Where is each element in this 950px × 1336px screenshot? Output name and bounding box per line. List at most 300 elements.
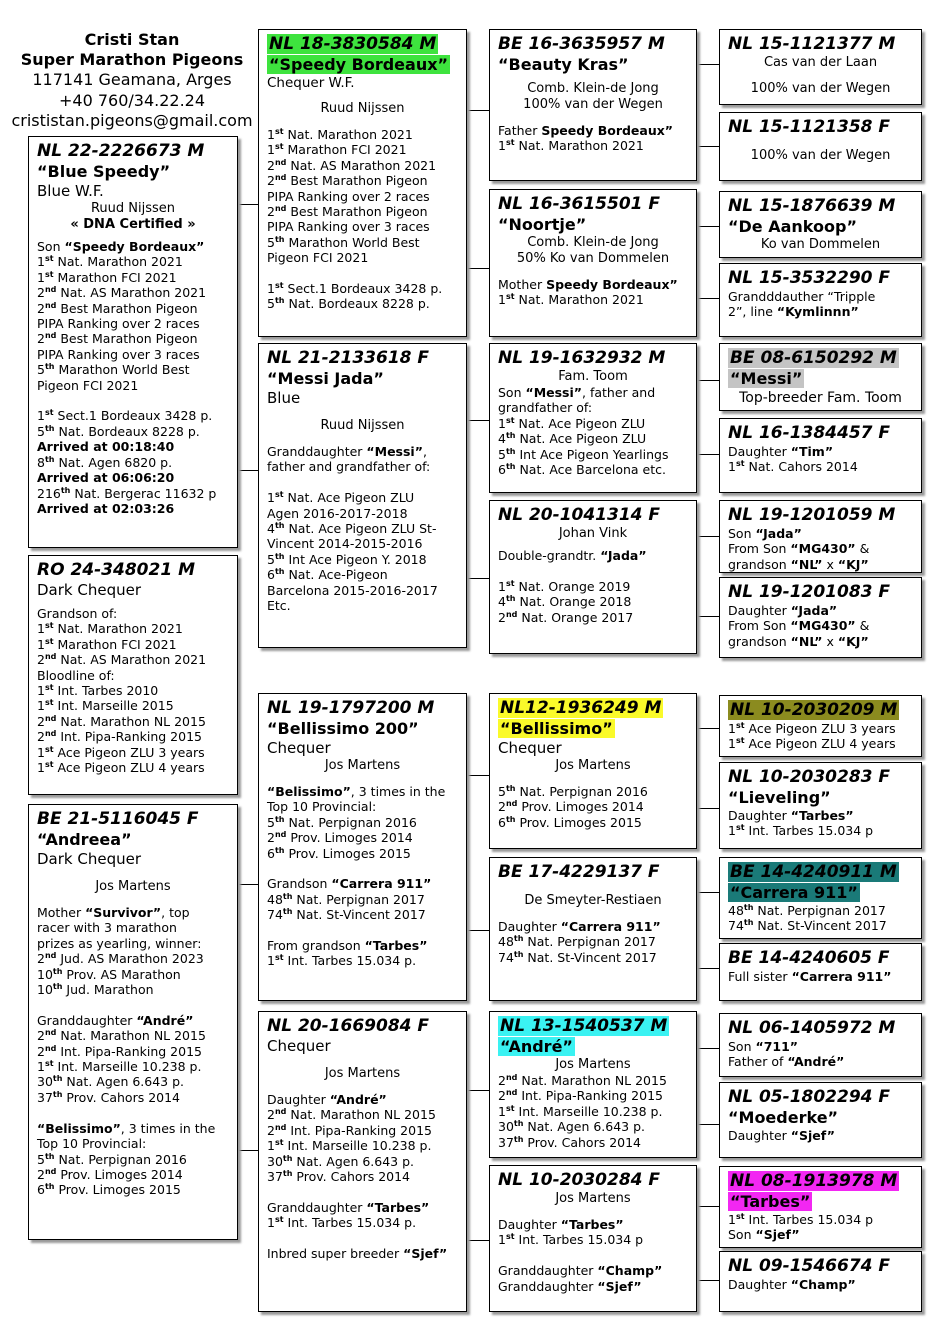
- achievement-line: PIPA Ranking over 3 races: [37, 346, 200, 362]
- pigeon-color: Blue: [267, 389, 301, 407]
- connector: [238, 1150, 258, 1151]
- ring-number: NL 06-1405972 M: [728, 1018, 896, 1038]
- great-grandparent-card: [719, 1251, 922, 1312]
- achievement-line: 10th Jud. Marathon: [37, 981, 154, 998]
- achievement-line: 2nd Nat. AS Marathon 2021: [37, 652, 207, 668]
- achievement-line: 48th Nat. Perpignan 2017: [267, 891, 425, 907]
- achievement-line: Top 10 Provincial:: [37, 1136, 147, 1152]
- bloodline-percentage: 50% Ko van Dommelen: [516, 251, 670, 266]
- achievement-line: 10th Prov. AS Marathon: [37, 966, 181, 982]
- connector: [697, 146, 719, 147]
- achievement-line: 1st Int. Marseille 10.238 p.: [267, 1138, 432, 1154]
- achievement-line: 1st Int. Tarbes 15.034 p.: [267, 953, 417, 969]
- achievement-line: 6th Prov. Limoges 2015: [267, 845, 411, 861]
- great-grandparent-card: [719, 1013, 922, 1077]
- achievement-line: grandson “NL” x “KJ”: [728, 633, 869, 649]
- achievement-line: “Belissimo”, 3 times in the: [267, 784, 446, 799]
- achievement-line: 5th Int Ace Pigeon Y. 2018: [267, 551, 427, 567]
- bloodline-percentage: 100% van der Wegen: [750, 148, 891, 163]
- pigeon-color: Chequer: [267, 739, 331, 757]
- dna-badge: « DNA Certified »: [70, 217, 196, 232]
- pigeon-color: Chequer W.F.: [267, 75, 355, 91]
- achievement-line: 5th Marathon World Best: [267, 234, 420, 250]
- achievements: [37, 606, 229, 775]
- achievement-line: 1st Ace Pigeon ZLU 3 years: [37, 744, 205, 760]
- dam-card: [258, 343, 467, 648]
- pigeon-name: “Blue Speedy”: [37, 162, 171, 181]
- breeder-name: Cristi Stan: [84, 30, 180, 49]
- ring-number: RO 24-348021 M: [37, 560, 195, 580]
- achievement-line: 1st Nat. Marathon 2021: [37, 621, 183, 637]
- achievement-line: 1st Int. Tarbes 15.034 p: [728, 1211, 874, 1227]
- achievement-line: From grandson “Tarbes”: [267, 938, 428, 954]
- great-grandparent-card: [719, 263, 922, 337]
- achievement-line: [267, 861, 458, 876]
- great-grandparent-card: [719, 29, 922, 105]
- ring-number: NL 15-1876639 M: [728, 196, 896, 216]
- achievement-line: 1st Marathon FCI 2021: [37, 269, 177, 285]
- pigeon-color: Blue W.F.: [37, 182, 104, 200]
- grandparent-card: [489, 500, 697, 654]
- achievement-line: 37th Prov. Cahors 2014: [498, 1134, 642, 1150]
- achievement-line: 1st Nat. Marathon 2021: [498, 138, 644, 154]
- achievement-line: Arrived at 06:06:20: [37, 470, 175, 486]
- great-grandparent-card: [719, 112, 922, 181]
- breeder: Jos Martens: [324, 758, 401, 773]
- achievement-line: 6th Prov. Limoges 2015: [37, 1182, 181, 1198]
- achievement-line: Daughter “Tim”: [728, 444, 834, 459]
- achievement-line: [267, 266, 458, 281]
- breeder-header: [8, 30, 256, 132]
- pigeon-name: “Moederke”: [728, 1108, 839, 1127]
- achievement-line: Granddaughter “Champ”: [498, 1263, 663, 1279]
- achievement-line: Grandson of:: [37, 606, 118, 621]
- ring-number: BE 16-3635957 M: [498, 34, 665, 54]
- achievement-line: 5th Nat. Perpignan 2016: [267, 814, 417, 830]
- achievement-line: 216th Nat. Bergerac 11632 p: [37, 485, 217, 501]
- achievement-line: 1st Int. Tarbes 2010: [37, 682, 159, 699]
- achievements: [37, 239, 229, 516]
- great-grandparent-card: [719, 577, 922, 658]
- connector: [697, 892, 719, 893]
- achievement-line: Granddaughter “Tarbes”: [267, 1199, 430, 1215]
- achievement-line: 48th Nat. Perpignan 2017: [728, 902, 886, 918]
- breeder-phone: +40 760/34.22.24: [58, 90, 206, 110]
- grandparent-card: [489, 857, 697, 1001]
- breeder: Comb. Klein-de Jong: [527, 81, 659, 96]
- ring-number: NL 22-2226673 M: [37, 141, 205, 161]
- great-grandparent-card: [719, 695, 922, 757]
- breeder: Top-breeder Fam. Toom: [739, 390, 902, 406]
- connector: [697, 1206, 719, 1207]
- achievement-line: 1st Marathon FCI 2021: [37, 636, 177, 652]
- bloodline-percentage: 100% van der Wegen: [523, 97, 663, 112]
- achievement-line: Pigeon FCI 2021: [267, 250, 369, 266]
- achievement-line: 1st Sect.1 Bordeaux 3428 p.: [267, 280, 443, 297]
- achievement-line: 4th Nat. Ace Pigeon ZLU St-: [267, 520, 437, 537]
- achievement-line: 30th Nat. Agen 6.643 p.: [267, 1153, 415, 1169]
- grandparent-card: [489, 29, 697, 181]
- achievements: [267, 1092, 458, 1261]
- connector: [467, 1240, 489, 1241]
- achievements: [498, 784, 688, 830]
- achievements: [728, 289, 913, 320]
- achievements: [267, 784, 458, 969]
- ring-number: BE 14-4240911 M: [730, 862, 897, 882]
- pigeon-name: “Lieveling”: [728, 788, 831, 807]
- sire-card: [258, 29, 467, 337]
- achievement-line: 2nd Prov. Limoges 2014: [267, 830, 413, 846]
- achievement-line: “Belissimo”, 3 times in the: [37, 1120, 216, 1136]
- achievement-line: 2nd Int. Pipa-Ranking 2015: [498, 1088, 663, 1104]
- ring-number: NL 19-1632932 M: [498, 348, 666, 368]
- achievement-line: 8th Nat. Agen 6820 p.: [37, 454, 173, 470]
- achievement-line: Bloodline of:: [37, 667, 115, 683]
- ring-number: NL 20-1669084 F: [267, 1016, 430, 1036]
- ring-number: NL 15-3532290 F: [728, 268, 891, 288]
- achievement-line: 5th Nat. Perpignan 2016: [37, 1151, 187, 1167]
- connector: [697, 968, 719, 969]
- achievement-line: 2nd Nat. Orange 2017: [498, 609, 634, 625]
- ring-number: NL 10-2030209 M: [730, 700, 898, 720]
- ring-number: NL 13-1540537 M: [500, 1016, 668, 1036]
- ring-number: NL 16-1384457 F: [728, 423, 891, 443]
- achievement-line: 74th Nat. St-Vincent 2017: [728, 918, 887, 934]
- pigeon-name: “Speedy Bordeaux”: [269, 55, 449, 74]
- achievement-line: 6th Nat. Ace Barcelona etc.: [498, 461, 666, 478]
- breeder: Johan Vink: [558, 526, 628, 541]
- achievement-line: 2nd Nat. AS Marathon 2021: [267, 157, 437, 173]
- achievement-line: 1st Ace Pigeon ZLU 4 years: [728, 736, 896, 752]
- achievement-line: 1st Nat. Marathon 2021: [267, 126, 413, 142]
- achievement-line: 30th Nat. Agen 6.643 p.: [498, 1119, 646, 1135]
- achievement-line: Arrived at 00:18:40: [37, 439, 175, 455]
- achievement-line: Son “Jada”: [728, 526, 802, 541]
- breeder: Jos Martens: [555, 1057, 631, 1072]
- achievements: [498, 123, 688, 154]
- achievement-line: From Son “MG430” &: [728, 541, 870, 557]
- great-grandparent-card: [719, 343, 922, 411]
- achievement-line: 5th Nat. Bordeaux 8228 p.: [267, 296, 430, 312]
- achievement-line: 2nd Nat. Marathon NL 2015: [267, 1107, 436, 1123]
- achievement-line: 2nd Nat. Marathon NL 2015: [498, 1072, 667, 1088]
- achievement-line: 2nd Int. Pipa-Ranking 2015: [267, 1122, 432, 1138]
- ring-number: NL 19-1201059 M: [728, 505, 896, 525]
- achievement-line: [498, 563, 688, 578]
- breeder: De Smeyter-Restiaen: [524, 893, 662, 908]
- achievement-line: PIPA Ranking over 3 races: [267, 219, 430, 235]
- achievement-line: 2nd Best Marathon Pigeon: [267, 173, 428, 189]
- achievement-line: father and grandfather of:: [267, 459, 431, 475]
- achievement-line: 1st Int. Marseille 10.238 p.: [37, 1058, 202, 1075]
- connector: [697, 298, 719, 299]
- ring-number: NL 21-2133618 F: [267, 348, 430, 368]
- achievement-line: [37, 1105, 229, 1120]
- achievement-line: 2nd Best Marathon Pigeon: [267, 203, 428, 220]
- achievements: [498, 548, 688, 625]
- ring-number: NL 19-1201083 F: [728, 582, 891, 602]
- grandparent-card: [489, 189, 697, 337]
- achievement-line: 5th Int Ace Pigeon Yearlings: [498, 446, 669, 462]
- achievement-line: Granddaughter “André”: [37, 1012, 194, 1028]
- connector: [697, 536, 719, 537]
- achievement-line: Daughter “André”: [267, 1092, 387, 1107]
- great-grandparent-card: [719, 857, 922, 939]
- achievement-line: Daughter “Champ”: [728, 1277, 856, 1292]
- ring-number: NL 05-1802294 F: [728, 1087, 891, 1107]
- breeder: Jos Martens: [555, 1191, 631, 1206]
- connector: [467, 268, 489, 269]
- ring-number: BE 21-5116045 F: [37, 809, 199, 829]
- sire2-card: [258, 693, 467, 1001]
- achievement-line: 2nd Jud. AS Marathon 2023: [37, 951, 204, 967]
- connector: [467, 930, 489, 931]
- achievement-line: 2”, line “Kymlinnn”: [728, 304, 859, 320]
- achievement-line: 2nd Int. Pipa-Ranking 2015: [37, 729, 202, 745]
- achievement-line: 2nd Nat. Marathon NL 2015: [37, 1028, 206, 1044]
- breeder-address: 117141 Geamana, Arges: [32, 70, 232, 89]
- achievement-line: Inbred super breeder “Sjef”: [267, 1246, 448, 1262]
- great-grandparent-card: [719, 500, 922, 573]
- achievement-line: Vincent 2014-2015-2016: [267, 536, 423, 552]
- achievement-line: racer with 3 marathon: [37, 920, 177, 936]
- breeder: Fam. Toom: [558, 369, 628, 384]
- achievement-line: 1st Nat. Marathon 2021: [498, 292, 644, 308]
- ring-number: NL12-1936249 M: [500, 698, 662, 718]
- achievement-line: Son “711”: [728, 1039, 799, 1054]
- achievement-line: 1st Nat. Orange 2019: [498, 578, 631, 594]
- achievement-line: 4th Nat. Ace Pigeon ZLU: [498, 431, 647, 447]
- connector: [238, 884, 258, 885]
- achievement-line: 5th Nat. Perpignan 2016: [498, 783, 648, 799]
- achievement-line: [267, 475, 458, 490]
- connector: [697, 1280, 719, 1281]
- pigeon-name: “Tarbes”: [730, 1192, 811, 1211]
- achievement-line: Daughter “Carrera 911”: [498, 919, 661, 934]
- achievement-line: grandson “NL” x “KJ”: [728, 556, 869, 572]
- ring-number: NL 20-1041314 F: [498, 505, 661, 525]
- achievement-line: Double-grandtr. “Jada”: [498, 548, 647, 563]
- ring-number: NL 19-1797200 M: [267, 698, 435, 718]
- achievement-line: 2nd Best Marathon Pigeon: [37, 331, 198, 347]
- pigeon-name: “De Aankoop”: [728, 217, 857, 236]
- achievement-line: Daughter “Sjef”: [728, 1128, 835, 1143]
- ring-number: NL 10-2030284 F: [498, 1170, 661, 1190]
- achievement-line: Full sister “Carrera 911”: [728, 969, 892, 984]
- breeder: Ruud Nijssen: [320, 101, 405, 116]
- great-grandparent-card: [719, 191, 922, 258]
- pigeon-name: “Bellissimo 200”: [267, 719, 419, 738]
- connector: [697, 728, 719, 729]
- achievement-line: Daughter “Jada”: [728, 603, 838, 618]
- achievement-line: Mother Speedy Bordeaux”: [498, 277, 678, 292]
- achievement-line: 1st Int. Marseille 10.238 p.: [498, 1103, 663, 1119]
- achievement-line: [267, 1231, 458, 1246]
- achievement-line: 2nd Nat. Marathon NL 2015: [37, 713, 206, 729]
- achievement-line: 74th Nat. St-Vincent 2017: [498, 949, 657, 965]
- pigeon-name: “Carrera 911”: [730, 883, 858, 902]
- achievement-line: [37, 997, 229, 1012]
- ring-number: NL 16-3615501 F: [498, 194, 661, 214]
- great-grandparent-card: [719, 762, 922, 849]
- achievements: [728, 1128, 913, 1143]
- achievement-line: Son “Speedy Bordeaux”: [37, 239, 205, 254]
- connector: [697, 616, 719, 617]
- connector: [467, 578, 489, 579]
- ring-number: NL 08-1913978 M: [730, 1171, 898, 1191]
- grandparent-card: [489, 693, 697, 849]
- pigeon-color: Dark Chequer: [37, 581, 141, 599]
- pigeon-name: “Andreea”: [37, 830, 132, 849]
- achievement-line: Granddaughter “Messi”,: [267, 444, 427, 459]
- breeder: Jos Martens: [95, 879, 171, 894]
- achievement-line: 2nd Prov. Limoges 2014: [498, 799, 644, 815]
- achievement-line: 6th Nat. Ace-Pigeon: [267, 567, 388, 583]
- achievement-line: Etc.: [267, 598, 291, 614]
- breeder-email: crististan.pigeons@gmail.com: [11, 111, 253, 130]
- achievement-line: Father Speedy Bordeaux”: [498, 123, 674, 138]
- pigeon-color: Chequer: [267, 1037, 331, 1055]
- achievements: [728, 808, 913, 839]
- ring-number: NL 09-1546674 F: [728, 1256, 891, 1276]
- great-grandparent-card: [719, 943, 922, 1001]
- achievement-line: PIPA Ranking over 2 races: [37, 316, 200, 332]
- achievement-line: grandfather of:: [498, 400, 593, 416]
- connector: [697, 1124, 719, 1125]
- pigeon-name: “Messi Jada”: [267, 369, 384, 388]
- achievement-line: 30th Nat. Agen 6.643 p.: [37, 1074, 185, 1090]
- achievements: [728, 526, 913, 572]
- dam2-card: [258, 1011, 467, 1312]
- ring-number: BE 17-4229137 F: [498, 862, 660, 882]
- achievement-line: Father of “André”: [728, 1054, 845, 1070]
- connector: [697, 454, 719, 455]
- breeder: Cas van der Laan: [763, 55, 878, 70]
- achievement-line: 5th Marathon World Best: [37, 362, 190, 378]
- great-grandparent-card: [719, 418, 922, 493]
- achievements: [498, 1073, 688, 1150]
- breeder: Ruud Nijssen: [320, 418, 405, 433]
- achievement-line: Daughter “Tarbes”: [728, 808, 854, 823]
- ring-number: NL 10-2030283 F: [728, 767, 891, 787]
- pigeon-name: “André”: [500, 1037, 573, 1056]
- breeder: Ruud Nijssen: [90, 201, 176, 216]
- achievements: [498, 1217, 688, 1294]
- achievement-line: [498, 1248, 688, 1263]
- grandparent-card: [489, 343, 697, 493]
- pigeon-color: Chequer: [498, 739, 562, 757]
- achievement-line: 1st Nat. Ace Pigeon ZLU: [498, 415, 646, 431]
- achievement-line: 37th Prov. Cahors 2014: [37, 1089, 181, 1105]
- grandparent-card: [489, 1165, 697, 1312]
- pigeon-name: “Messi”: [730, 369, 803, 388]
- connector: [697, 380, 719, 381]
- achievement-line: Granddaughter “Sjef”: [498, 1278, 642, 1294]
- connector: [238, 470, 258, 471]
- achievements: [267, 127, 458, 312]
- achievement-line: Barcelona 2015-2016-2017: [267, 582, 438, 598]
- ring-number: BE 08-6150292 M: [730, 348, 897, 368]
- breeder: Ko van Dommelen: [760, 237, 881, 252]
- achievement-line: 1st Ace Pigeon ZLU 4 years: [37, 759, 205, 776]
- achievements: [498, 385, 688, 477]
- achievement-line: 2nd Best Marathon Pigeon: [37, 300, 198, 316]
- achievement-line: 2nd Prov. Limoges 2014: [37, 1166, 183, 1182]
- bloodline-percentage: 100% van der Wegen: [750, 81, 891, 96]
- achievement-line: Son “Messi”, father and: [498, 385, 656, 400]
- achievement-line: 2nd Int. Pipa-Ranking 2015: [37, 1043, 202, 1059]
- achievements: [728, 603, 913, 649]
- breeder-tagline: Super Marathon Pigeons: [20, 50, 244, 69]
- breeder: Comb. Klein-de Jong: [527, 235, 659, 250]
- connector: [697, 226, 719, 227]
- achievements: [728, 1039, 913, 1070]
- achievement-line: 1st Ace Pigeon ZLU 3 years: [728, 720, 896, 736]
- achievement-line: 1st Nat. Cahors 2014: [728, 459, 858, 475]
- achievement-line: 6th Prov. Limoges 2015: [498, 814, 642, 830]
- connector: [467, 420, 489, 421]
- great-grandparent-card: [719, 1166, 922, 1248]
- connector: [697, 64, 719, 65]
- achievement-line: [37, 393, 229, 408]
- achievement-line: Grandddauther “Tripple: [728, 289, 876, 304]
- ring-number: BE 14-4240605 F: [728, 948, 890, 968]
- achievement-line: prizes as yearling, winner:: [37, 935, 202, 951]
- achievement-line: Mother “Survivor”, top: [37, 905, 190, 920]
- ring-number: NL 15-1121377 M: [728, 34, 896, 54]
- achievement-line: 2nd Nat. AS Marathon 2021: [37, 285, 207, 301]
- achievement-line: 4th Nat. Orange 2018: [498, 594, 632, 610]
- achievement-line: 48th Nat. Perpignan 2017: [498, 934, 656, 950]
- achievement-line: Top 10 Provincial:: [267, 799, 377, 815]
- achievement-line: Daughter “Tarbes”: [498, 1217, 624, 1232]
- achievement-line: 1st Nat. Marathon 2021: [37, 254, 183, 270]
- connector: [467, 110, 489, 111]
- pigeon-name: “Noortje”: [498, 215, 587, 234]
- achievements: [267, 444, 458, 613]
- achievements: [728, 969, 913, 984]
- great-grandparent-card: [719, 1082, 922, 1158]
- achievements: [728, 903, 913, 934]
- achievement-line: 1st Int. Marseille 2015: [37, 698, 174, 714]
- achievement-line: [267, 923, 458, 938]
- achievements: [498, 919, 688, 965]
- achievement-line: 1st Nat. Ace Pigeon ZLU: [267, 490, 415, 506]
- achievement-line: Arrived at 02:03:26: [37, 500, 175, 516]
- achievement-line: 5th Nat. Bordeaux 8228 p.: [37, 423, 200, 439]
- subject2-pigeon-card: [28, 804, 238, 1240]
- subject-pigeon-card: [28, 136, 238, 548]
- achievement-line: [267, 1184, 458, 1199]
- connector: [238, 204, 258, 205]
- ring-number: NL 18-3830584 M: [269, 34, 437, 54]
- grandparent-card: [489, 1011, 697, 1158]
- connector: [697, 1048, 719, 1049]
- pigeon-name: “Beauty Kras”: [498, 55, 629, 74]
- ring-number: NL 15-1121358 F: [728, 117, 891, 137]
- achievement-line: 37th Prov. Cahors 2014: [267, 1168, 411, 1185]
- achievement-line: PIPA Ranking over 2 races: [267, 188, 430, 204]
- achievement-line: 1st Sect.1 Bordeaux 3428 p.: [37, 408, 213, 424]
- achievement-line: Pigeon FCI 2021: [37, 377, 139, 393]
- achievements: [498, 277, 688, 308]
- achievement-line: 1st Int. Tarbes 15.034 p: [498, 1232, 644, 1248]
- breeder: Jos Martens: [555, 758, 631, 773]
- achievements: [728, 1212, 913, 1243]
- pigeon-color: Dark Chequer: [37, 850, 141, 868]
- achievement-line: Grandson “Carrera 911”: [267, 876, 432, 892]
- connector: [467, 1090, 489, 1091]
